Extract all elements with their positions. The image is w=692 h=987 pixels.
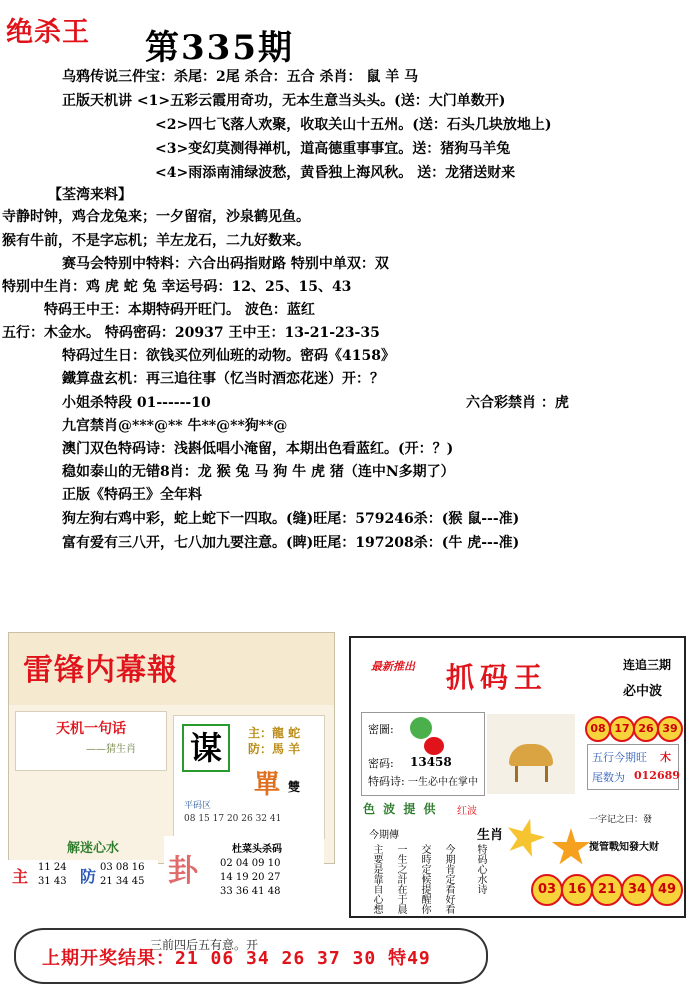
line-tianji-4: <4>雨添南浦绿波愁，黄昏独上海风秋。 送：龙猪送财来 bbox=[155, 165, 516, 181]
line-xiaojie: 小姐杀特段 01------10 bbox=[62, 395, 211, 411]
last-result: 上期开奖结果：21 06 34 26 37 30 特49 bbox=[42, 948, 431, 969]
zhu-label: 主 bbox=[12, 867, 29, 886]
zhufang-box bbox=[173, 715, 325, 839]
weishu-value: 012689 bbox=[634, 769, 680, 782]
newest-label: 最新推出 bbox=[371, 660, 415, 673]
shengxiao-label: 生肖 bbox=[477, 828, 504, 843]
weishu-label: 尾数为 bbox=[592, 771, 625, 784]
ball-bottom-1: 03 bbox=[531, 874, 563, 906]
mou-char: 谋 bbox=[182, 724, 230, 772]
gua-char: 卦 bbox=[168, 854, 198, 889]
du-row-2: 14 19 20 27 bbox=[220, 872, 281, 883]
zhuamawang-panel bbox=[349, 636, 686, 918]
zhuamawang-title: 抓码王 bbox=[446, 661, 549, 694]
du-box bbox=[164, 836, 324, 908]
mima-box bbox=[361, 712, 485, 796]
mima-value: 13458 bbox=[410, 755, 452, 769]
zhufang-numbers bbox=[8, 860, 158, 904]
yizi-label: 一字记之曰：發 bbox=[589, 815, 653, 825]
mitu-label: 密圖: bbox=[368, 723, 394, 736]
dan-char: 單 bbox=[254, 770, 281, 800]
line-jinxiao: 六合彩禁肖 ：虎 bbox=[466, 395, 569, 411]
fang-label: 防 bbox=[80, 867, 97, 886]
tianji-sign: ——猜生肖 bbox=[86, 744, 136, 755]
leifeng-title: 雷锋内幕報 bbox=[23, 653, 178, 688]
ball-bottom-4: 34 bbox=[621, 874, 653, 906]
issue-number: 第335期 bbox=[145, 28, 294, 68]
ball-top-3: 26 bbox=[633, 716, 659, 742]
pingma-nums: 08 15 17 20 26 32 41 bbox=[184, 814, 282, 824]
fang-nums-1: 03 08 16 bbox=[100, 862, 145, 873]
sun-icon bbox=[501, 814, 550, 863]
poem-col-3: 交時定候提醒你 bbox=[419, 844, 430, 914]
line-birthday: 特码过生日：欲钱买位列仙班的动物。密码《4158》 bbox=[62, 348, 395, 364]
teshi-value: 一生必中在掌中 bbox=[408, 777, 478, 788]
wuxing-value: 木 bbox=[660, 751, 671, 764]
line-suanpan: 鐵算盘玄机：再三追往事（忆当时酒恋花迷）开：？ bbox=[62, 371, 384, 387]
line-gouzuo: 狗左狗右鸡中彩，蛇上蛇下一四取。(缝)旺尾：579246杀：(猴 鼠---准) bbox=[62, 511, 520, 527]
xinshui-box bbox=[15, 833, 165, 859]
poem-col-2: 一生之計在于晨 bbox=[395, 844, 406, 914]
ball-bottom-5: 49 bbox=[651, 874, 683, 906]
du-title: 杜菜头杀码 bbox=[232, 844, 282, 855]
jinqi-label: 今期傳 bbox=[369, 830, 399, 841]
zhu-nums-2: 31 43 bbox=[38, 876, 67, 887]
swirl-icon bbox=[410, 717, 432, 739]
wuxing-label: 五行今期旺 bbox=[592, 751, 647, 764]
line-quanwan-1: 寺静时钟，鸡合龙兔来；一夕留宿，沙泉鹤见鱼。 bbox=[2, 209, 310, 225]
section-quanwan: 【荃湾来料】 bbox=[48, 187, 132, 203]
ball-bottom-2: 16 bbox=[561, 874, 593, 906]
wuxing-box bbox=[587, 744, 679, 790]
line-aomen: 澳门双色特码诗：浅斟低唱小淹留，本期出色看蓝红。(开：？) bbox=[62, 441, 454, 457]
ball-top-1: 08 bbox=[585, 716, 611, 742]
line-temawang: 特码王中王：本期特码开旺门。 波色：蓝红 bbox=[44, 302, 315, 318]
line-sanjianbao: 乌鸦传说三件宝：杀尾：2尾 杀合：五合 杀肖： 鼠 羊 马 bbox=[62, 69, 419, 85]
ball-bottom-3: 21 bbox=[591, 874, 623, 906]
color-value: 红波 bbox=[457, 806, 477, 817]
line-saima: 赛马会特别中特料：六合出码指财路 特别中单双：双 bbox=[62, 256, 389, 272]
footer-note: 三前四后五有意。开 bbox=[150, 938, 259, 952]
line-wuxing: 五行：木金水。 特码密码：20937 王中王：13-21-23-35 bbox=[2, 325, 380, 341]
poem-title: 特码心水诗 bbox=[475, 844, 486, 894]
line-jiugong: 九宫禁肖@***@** 牛**@**狗**@ bbox=[62, 418, 288, 434]
du-row-1: 02 04 09 10 bbox=[220, 858, 281, 869]
streak-label: 连追三期 bbox=[623, 658, 672, 672]
tianji-label: 天机一句话 bbox=[56, 721, 126, 737]
xinshui-label: 解迷心水 bbox=[67, 841, 120, 856]
line-quannian: 正版《特码王》全年料 bbox=[62, 487, 202, 503]
zhu-nums-1: 11 24 bbox=[38, 862, 67, 873]
line-fuyou: 富有爱有三八开，七八加九要注意。(睥)旺尾：197208杀：(牛 虎---准) bbox=[62, 535, 520, 551]
line-tianji-3: <3>变幻莫测得禅机，道高德重事事宜。送：猪狗马羊兔 bbox=[155, 141, 511, 157]
sun-icon bbox=[551, 828, 591, 868]
zhu-line: 主：龍 蛇 bbox=[248, 726, 301, 740]
must-label: 必中波 bbox=[623, 684, 663, 699]
pingma-label: 平码区 bbox=[184, 801, 212, 811]
swirl-icon bbox=[424, 737, 444, 755]
line-shengxiao: 特别中生肖：鸡 虎 蛇 兔 幸运号码：12、25、15、43 bbox=[2, 279, 352, 295]
shuang-char: 雙 bbox=[288, 780, 301, 794]
line-wencuo: 稳如泰山的无错8肖：龙 猴 兔 马 狗 牛 虎 猪（连中N多期了） bbox=[62, 464, 455, 480]
brand-title: 绝杀王 bbox=[6, 17, 90, 48]
fang-line: 防：馬 羊 bbox=[248, 742, 301, 756]
fang-nums-2: 21 34 45 bbox=[100, 876, 145, 887]
poem-col-1: 主要是靠自心想 bbox=[371, 844, 382, 914]
camel-picture bbox=[487, 714, 575, 794]
poem-col-4: 今期肯定看好看 bbox=[443, 844, 454, 914]
teshi-label: 特码诗: bbox=[368, 775, 405, 788]
line-tianji-1: 正版天机讲 <1>五彩云霞用奇功，无本生意当头头。(送：大门单数开) bbox=[62, 93, 506, 109]
facai-label: 搅管戰知發大财 bbox=[589, 842, 659, 853]
ball-top-4: 39 bbox=[657, 716, 683, 742]
line-tianji-2: <2>四七飞落人欢聚，收取关山十五州。(送：石头几块放地上) bbox=[155, 117, 552, 133]
leifeng-panel bbox=[8, 632, 335, 864]
du-row-3: 33 36 41 48 bbox=[220, 886, 281, 897]
color-title: 色 波 提 供 bbox=[363, 802, 438, 816]
mima-label: 密码: bbox=[368, 757, 394, 770]
line-quanwan-2: 猴有牛前，不是字忘机；羊左龙石，二九好数来。 bbox=[2, 233, 310, 249]
tianji-box bbox=[15, 711, 167, 771]
ball-top-2: 17 bbox=[609, 716, 635, 742]
